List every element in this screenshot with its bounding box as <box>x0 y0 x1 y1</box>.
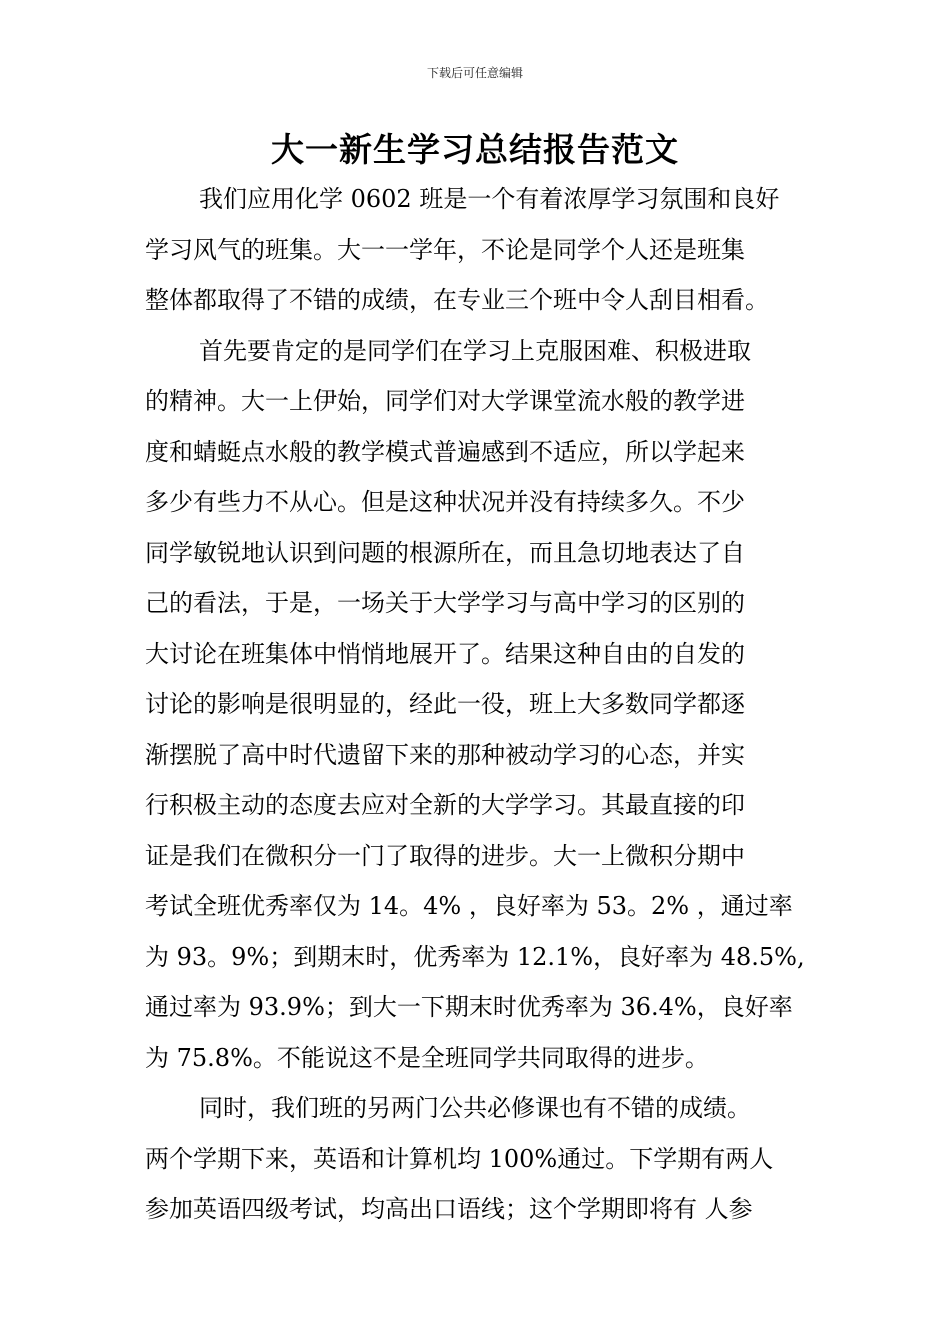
paragraph-2-line-12: 考试全班优秀率仅为 14。4% ，良好率为 53。2% ，通过率 <box>145 892 793 920</box>
paragraph-2-line-9: 渐摆脱了高中时代遗留下来的那种被动学习的心态，并实 <box>145 740 745 769</box>
paragraph-1-line-1: 我们应用化学 0602 班是一个有着浓厚学习氛围和良好 <box>199 185 780 213</box>
paragraph-2-line-7: 大讨论在班集体中悄悄地展开了。结果这种自由的自发的 <box>145 639 745 668</box>
paragraph-2-line-4: 多少有些力不从心。但是这种状况并没有持续多久。不少 <box>145 488 745 516</box>
document-body <box>145 174 805 1235</box>
paragraph-2-line-1: 首先要肯定的是同学们在学习上克服困难、积极进取 <box>199 336 751 365</box>
paragraph-2-line-3: 度和蜻蜓点水般的教学模式普遍感到不适应，所以学起来 <box>145 437 745 466</box>
paragraph-2-line-14: 通过率为 93.9%；到大一下期末时优秀率为 36.4%，良好率 <box>145 993 793 1021</box>
paragraph-2-line-6: 己的看法，于是，一场关于大学学习与高中学习的区别的 <box>145 589 745 617</box>
paragraph-2-line-2: 的精神。大一上伊始，同学们对大学课堂流水般的教学进 <box>145 387 745 415</box>
paragraph-2-line-5: 同学敏锐地认识到问题的根源所在，而且急切地表达了自 <box>145 538 745 567</box>
document-title: 大一新生学习总结报告范文 <box>271 130 679 169</box>
paragraph-3-line-1: 同时，我们班的另两门公共必修课也有不错的成绩。 <box>199 1094 751 1122</box>
paragraph-1-line-3: 整体都取得了不错的成绩，在专业三个班中令人刮目相看。 <box>145 286 769 314</box>
paragraph-2-line-10: 行积极主动的态度去应对全新的大学学习。其最直接的印 <box>145 791 745 819</box>
paragraph-2-line-15: 为 75.8%。不能说这不是全班同学共同取得的进步。 <box>145 1043 709 1072</box>
paragraph-3-line-3: 参加英语四级考试，均高出口语线；这个学期即将有 人参 <box>145 1195 753 1223</box>
paragraph-3-line-2: 两个学期下来，英语和计算机均 100%通过。下学期有两人 <box>145 1144 774 1173</box>
page-header-note: 下载后可任意编辑 <box>426 66 523 80</box>
paragraph-2-line-11: 证是我们在微积分一门了取得的进步。大一上微积分期中 <box>145 841 745 870</box>
paragraph-2-line-13: 为 93。9%；到期末时，优秀率为 12.1%，良好率为 48.5%, <box>145 942 805 971</box>
paragraph-1-line-2: 学习风气的班集。大一一学年，不论是同学个人还是班集 <box>145 235 745 264</box>
paragraph-2-line-8: 讨论的影响是很明显的，经此一役，班上大多数同学都逐 <box>145 690 745 718</box>
